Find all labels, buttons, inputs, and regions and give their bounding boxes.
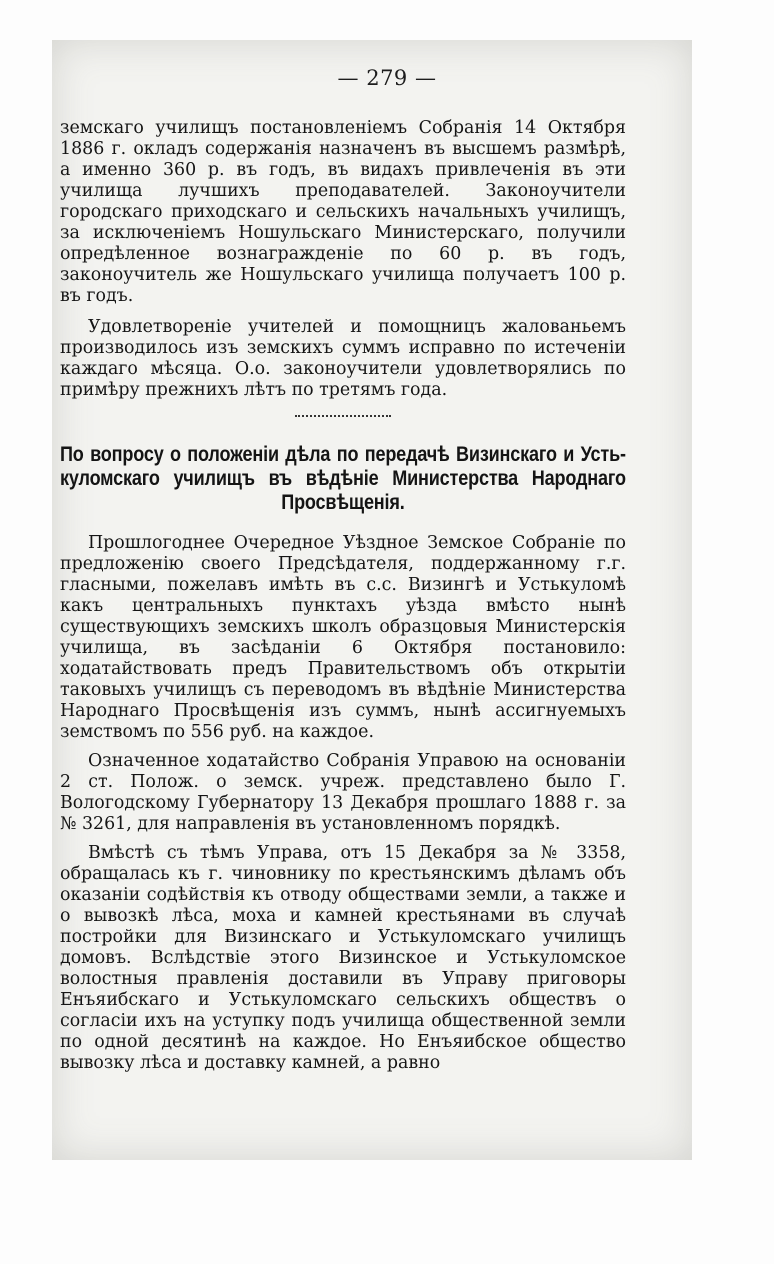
section-body: [60, 533, 626, 1074]
document-body: [60, 118, 626, 1074]
section-heading: По вопросу о положенiи дѣла по передачѣ Визинскаго и Усть-куломскаго училищъ въ вѣдѣнiе Министерства Народнаго Просвѣщенiя.: [60, 443, 626, 514]
paragraph-gap: [60, 835, 626, 843]
paragraph-land-allotment: Вмѣстѣ съ тѣмъ Управа, отъ 15 Декабря за № 3358, обращалась къ г. чиновнику по крестьянскимъ дѣламъ объ оказанiи содѣйствiя къ отводу обществами земли, а также и о вывозкѣ лѣса, моха и камней крестьянами въ случаѣ постройки для Визинскаго и Устькуломскаго училищъ домовъ. Вслѣдствiе этого Визинское и Устькуломское волостныя правленiя доставили въ Управу приговоры Енъяибскаго и Устькуломскаго сельскихъ обществъ о согласiи ихъ на уступку подъ училища общественной земли по одной десятинѣ на каждое. Но Енъяибское общество вывозку лѣса и доставку камней, а равно: [60, 843, 626, 1073]
paragraph-continuation: земскаго училищъ постановленiемъ Собранiя 14 Октября 1886 г. окладъ содержанiя назначенъ въ высшемъ размѣрѣ, а именно 360 р. въ годъ, въ видахъ привлеченiя въ эти училища лучшихъ преподавателей. Законоучители городскаго приходскаго и сельскихъ начальныхъ училищъ, за исключенiемъ Ношульскаго Министерскаго, получили опредѣленное вознагражденiе по 60 р. въ годъ, законоучитель же Ношульскаго училища получаетъ 100 р. въ годъ.: [60, 118, 626, 306]
paragraph-salary-payment: Удовлетворенiе учителей и помощницъ жалованьемъ производилось изъ земскихъ суммъ исправно по истеченiи каждаго мѣсяца. О.о. законоучители удовлетворялись по примѣру прежнихъ лѣтъ по третямъ года.: [60, 317, 626, 400]
paragraph-gap: [60, 743, 626, 751]
page-number: — 279 —: [337, 66, 437, 90]
paragraph-assembly-resolution: Прошлогоднее Очередное Уѣздное Земское Собранiе по предложенiю своего Предсѣдателя, поддержанному г.г. гласными, пожелавъ имѣть въ с.с. Визингѣ и Устькуломѣ какъ центральныхъ пунктахъ уѣзда вмѣсто нынѣ существующихъ земскихъ школъ образцовыя Министерскiя училища, въ засѣданiи 6 Октября постановило: ходатайствовать предъ Правительствомъ объ открытiи таковыхъ училищъ съ переводомъ въ вѣдѣнiе Министерства Народнаго Просвѣщенiя изъ суммъ, нынѣ ассигнуемыхъ земствомъ по 556 руб. на каждое.: [60, 533, 626, 742]
paragraph-petition: Означенное ходатайство Собранiя Управою на основанiи 2 ст. Полож. о земск. учреж. представлено было Г. Вологодскому Губернатору 13 Декабря прошлаго 1888 г. за № 3261, для направленiя въ установленномъ порядкѣ.: [60, 751, 626, 834]
section-separator: [295, 415, 391, 417]
paragraph-gap: [60, 307, 626, 317]
